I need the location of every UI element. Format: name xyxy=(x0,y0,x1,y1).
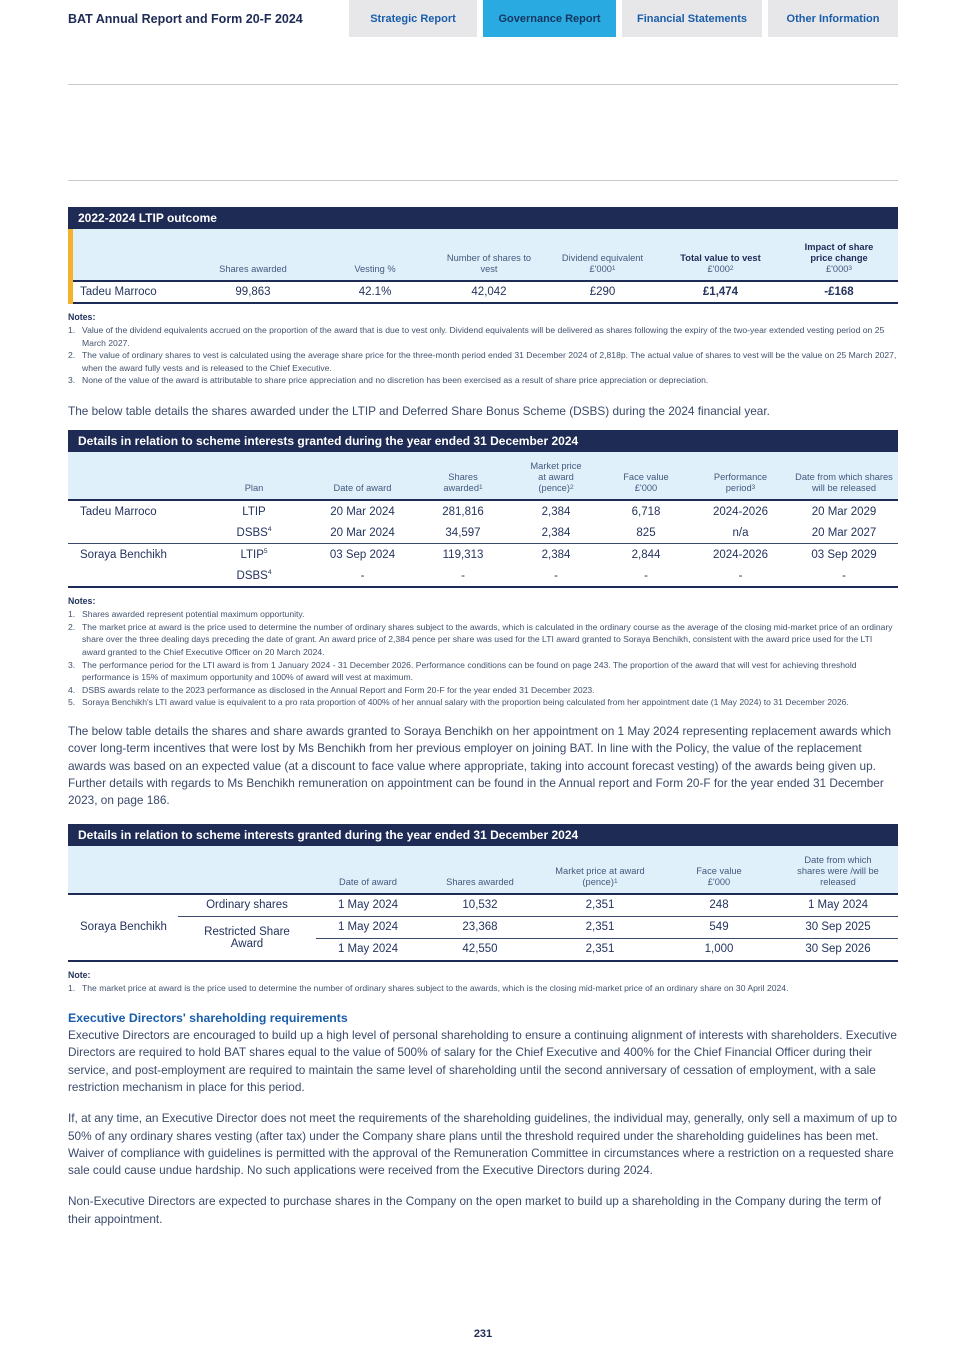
date-of-award-value: 20 Mar 2024 xyxy=(310,522,415,544)
shares-awarded-value: 99,863 xyxy=(235,286,271,298)
award-type: Ordinary shares xyxy=(178,894,316,917)
performance-period-value: n/a xyxy=(691,522,790,544)
director-name: Tadeu Marroco xyxy=(80,286,157,298)
release-date-value: 20 Mar 2029 xyxy=(811,505,877,518)
market-price-value: 2,384 xyxy=(511,522,601,544)
director-name xyxy=(68,522,198,544)
release-date-value: 1 May 2024 xyxy=(778,894,898,917)
col-header-performance-period: Performance period$^3$ xyxy=(691,452,790,500)
face-value: 825 xyxy=(601,522,691,544)
intro-paragraph-ltip-dsbs: The below table details the shares awarded under the LTIP and Deferred Share Bonus Scheme (DSBS) during the 2024 financial year. xyxy=(68,403,770,418)
director-name: Soraya Benchikh xyxy=(80,921,167,933)
note: 1. Shares awarded represent potential maximum opportunity. xyxy=(68,609,305,620)
scheme-interests-section-1 xyxy=(68,430,898,588)
tab-financial-statements[interactable]: Financial Statements xyxy=(622,0,762,37)
col-header-empty xyxy=(178,846,316,894)
market-price-value: 2,351 xyxy=(540,916,660,938)
col-header-total-value: Total value to vest $£'000^2$ xyxy=(661,229,780,281)
scheme-interests-table-1 xyxy=(68,452,898,588)
col-header-shares-awarded: Shares awarded$^1$ xyxy=(415,452,511,500)
table-row xyxy=(68,544,898,566)
plan-value: DSBS$^4$ xyxy=(236,568,272,582)
note: 1. The market price at award is the price used to determine the number of ordinary shares subject to the awards, which is the closing mid-market price of an ordinary share on 30 April 2024. xyxy=(68,982,789,993)
impact-value: -£168 xyxy=(824,286,854,298)
release-date-value: - xyxy=(842,569,846,582)
director-name xyxy=(68,565,198,587)
shareholding-paragraph-1: Executive Directors are encouraged to build up a high level of personal shareholding to ensure a continuing alignment of interests with shareholders. Executive Directors are required to hold BAT shares equal to the value of 500% of salary for the Chief Executive and 400% for the Chief Financial Officer during their service, and post-employment are required to maintain the same level of shareholding until the second anniversary of cessation of employment, with a sale restriction mechanism in place for this period. xyxy=(68,1028,897,1094)
yellow-accent-bar xyxy=(68,229,73,304)
section-tabs xyxy=(349,0,898,37)
tab-strategic-report[interactable]: Strategic Report xyxy=(349,0,477,37)
director-name: Soraya Benchikh xyxy=(80,548,167,561)
col-header-market-price: Market price at award (pence)$^1$ xyxy=(540,846,660,894)
date-of-award-value: 03 Sep 2024 xyxy=(329,548,396,561)
release-date-value: 20 Mar 2027 xyxy=(790,522,898,544)
date-of-award-value: 1 May 2024 xyxy=(316,894,420,917)
director-name: Tadeu Marroco xyxy=(80,505,157,518)
date-of-award-value: 1 May 2024 xyxy=(316,916,420,938)
plan-value: LTIP xyxy=(242,505,266,518)
shares-awarded-value: 42,550 xyxy=(462,943,498,955)
col-header-market-price: Market price at award (pence)$^2$ xyxy=(511,452,601,500)
market-price-value: 2,351 xyxy=(585,943,615,955)
shares-awarded-value: 34,597 xyxy=(415,522,511,544)
page-content xyxy=(68,207,898,1228)
note: 5. Soraya Benchikh's LTI award value is equivalent to a pro rata proportion of 400% of her annual salary with the proportion being calculated from her appointment date (1 May 2024) to 31 December 2026. xyxy=(68,697,849,708)
scheme-interests-title-1: Details in relation to scheme interests granted during the year ended 31 December 2024 xyxy=(68,430,898,452)
col-header-shares-awarded: Shares awarded xyxy=(190,229,316,281)
col-header-empty xyxy=(68,846,178,894)
note: 3. None of the value of the award is attributable to share price appreciation and no discretion has been exercised as a result of share price appreciation or depreciation. xyxy=(68,375,709,386)
col-header-face-value: Face value £'000 xyxy=(601,452,691,500)
date-of-award-value: 1 May 2024 xyxy=(337,943,399,955)
plan-value: LTIP$^5$ xyxy=(240,547,268,561)
table-row xyxy=(68,565,898,587)
face-value: 549 xyxy=(660,916,778,938)
ltip-outcome-notes: Notes: 1. Value of the dividend equivalents accrued on the proportion of the award that is due to vest only. Dividend equivalents will be delivered as shares following the expiry of the two-year extended vesting period on 25 March 2027. 2. The value of ordinary shares to vest is calculated using the average share price for the three-month period ended 31 December 2024 of 2,818p. The actual value of shares to vest will be the value on 25 March 2027, when the award fully vests and is released to the Chief Executive. 3. None of the value of the award is attributable to share price appreciation and no discretion has been exercised as a result of share price appreciation or depreciation. xyxy=(68,312,897,386)
award-type: Restricted Share Award xyxy=(204,926,290,950)
col-header-impact-share-price: Impact of share price change $£'000^3$ xyxy=(780,229,898,281)
total-value: £1,474 xyxy=(702,286,739,298)
tab-other-information[interactable]: Other Information xyxy=(768,0,898,37)
scheme-interests-section-2 xyxy=(68,824,898,962)
shares-to-vest-value: 42,042 xyxy=(471,286,507,298)
face-value: 248 xyxy=(660,894,778,917)
col-header-date-of-award: Date of award xyxy=(310,452,415,500)
divider-mid xyxy=(68,180,898,181)
top-bar xyxy=(0,0,966,37)
scheme-interests-title-2: Details in relation to scheme interests granted during the year ended 31 December 2024 xyxy=(68,824,898,846)
ltip-outcome-table xyxy=(68,229,898,304)
date-of-award-value: - xyxy=(360,569,365,582)
table-row xyxy=(68,522,898,544)
table-row xyxy=(68,916,898,938)
shareholding-paragraph-3: Non-Executive Directors are expected to purchase shares in the Company on the open market to build up a shareholding in the Company during the term of their appointment. xyxy=(68,1194,882,1226)
page-number: 231 xyxy=(473,1328,493,1340)
col-header-dividend-equivalent: Dividend equivalent $£'000^1$ xyxy=(544,229,661,281)
shareholding-paragraph-2: If, at any time, an Executive Director does not meet the requirements of the shareholding guidelines, the individual may, generally, only sell a maximum of up to 50% of any ordinary shares vesting (after tax) under the Company share plans until the threshold required under the shareholding guidelines has been met. Waiver of compliance with guidelines is permitted with the approval of the Remuneration Committee in circumstances where a restriction on a requested share sale could cause undue hardship. No such applications were received from the Executive Directors during 2024. xyxy=(68,1111,898,1178)
ltip-outcome-section xyxy=(68,207,898,304)
scheme-interests-notes-2: Note: 1. The market price at award is the price used to determine the number of ordinary shares subject to the awards, which is the closing mid-market price of an ordinary share on 30 April 2024. xyxy=(68,969,898,995)
performance-period-value: 2024-2026 xyxy=(713,505,768,518)
col-header-vesting: Vesting % xyxy=(316,229,434,281)
market-price-value: - xyxy=(554,569,558,582)
scheme-interests-notes-1: Notes: 1. Shares awarded represent potential maximum opportunity. 2. The market price at award is the price used to determine the number of ordinary shares subject to the awards, which is calculated in the ordinary course as the average of the closing mid-market price of an ordinary share over the three dealing days preceding the date of grant. An award price of 2,384 pence per share was used for the LTI award granted to Soraya Benchikh, consistent with the award price used for the LTI award granted to the Chief Executive Officer on 20 March 2024. 3. The performance period for the LTI award is from 1 January 2024 - 31 December 2026. Performance conditions can be found on page 243. The proportion of the award that will vest for achieving threshold performance is 15% of maximum opportunity and 100% of award will vest at maximum. 4. DSBS awards relate to the 2023 performance as disclosed in the Annual Report and Form 20-F for the year ended 31 December 2023. 5. Soraya Benchikh's LTI award value is equivalent to a pro rata proportion of 400% of her annual salary with the proportion being calculated from her appointment date (1 May 2024) to 31 December 2026. xyxy=(68,595,898,709)
market-price-value: 2,384 xyxy=(541,505,571,518)
release-date-value: 30 Sep 2026 xyxy=(805,943,871,955)
report-title: BAT Annual Report and Form 20-F 2024 xyxy=(68,11,303,26)
note: 3. The performance period for the LTI award is from 1 January 2024 - 31 December 2026. Performance conditions can be found on page 243. The proportion of the award that will vest for achieving threshold performance is 15% of maximum opportunity and 100% of award will vest at maximum. xyxy=(68,659,857,683)
date-of-award-value: 20 Mar 2024 xyxy=(330,505,395,518)
shares-awarded-value: 23,368 xyxy=(420,916,540,938)
note: 2. The market price at award is the price used to determine the number of ordinary shares subject to the awards, which is calculated in the ordinary course as the average of the closing mid-market price of an ordinary share over the three dealing days preceding the date of grant. An award price of 2,384 pence per share was used for the LTI award granted to Soraya Benchikh, consistent with the award price used for the LTI award granted to the Chief Executive Officer on 20 March 2024. xyxy=(68,621,893,658)
market-price-value: 2,351 xyxy=(540,894,660,917)
col-header-date-of-award: Date of award xyxy=(316,846,420,894)
col-header-shares-awarded: Shares awarded xyxy=(420,846,540,894)
col-header-empty xyxy=(68,229,190,281)
divider-top xyxy=(68,84,898,85)
shareholding-heading: Executive Directors' shareholding requirements xyxy=(68,1011,348,1026)
vesting-value: 42.1% xyxy=(358,286,392,298)
col-header-release-date: Date from which shares will be released xyxy=(790,452,898,500)
shares-awarded-value: 10,532 xyxy=(420,894,540,917)
note: 4. DSBS awards relate to the 2023 performance as disclosed in the Annual Report and Form 20-F for the year ended 31 December 2023. xyxy=(68,684,595,695)
release-date-value: 03 Sep 2029 xyxy=(811,548,877,561)
tab-governance-report[interactable]: Governance Report xyxy=(483,0,616,37)
ltip-outcome-title: 2022-2024 LTIP outcome xyxy=(68,207,898,229)
shares-awarded-value: - xyxy=(461,569,465,582)
table-row xyxy=(68,281,898,303)
shares-awarded-value: 119,313 xyxy=(442,548,484,561)
shares-awarded-value: 281,816 xyxy=(442,505,484,518)
face-value: 1,000 xyxy=(704,943,734,955)
table-row xyxy=(68,894,898,917)
face-value: 6,718 xyxy=(631,505,661,518)
performance-period-value: 2024-2026 xyxy=(713,548,768,561)
market-price-value: 2,384 xyxy=(541,548,571,561)
scheme-interests-table-2 xyxy=(68,846,898,962)
dividend-equivalent-value: £290 xyxy=(589,286,616,298)
col-header-plan: Plan xyxy=(198,452,310,500)
note: 2. The value of ordinary shares to vest is calculated using the average share price for the three-month period ended 31 December 2024 of 2,818p. The actual value of shares to vest will be the value on 25 March 2027, when the award fully vests and is released to the Chief Executive. xyxy=(68,350,897,373)
face-value: 2,844 xyxy=(631,548,661,561)
col-header-release-date: Date from which shares were /will be released xyxy=(778,846,898,894)
face-value: - xyxy=(644,569,648,582)
note: 1. Value of the dividend equivalents accrued on the proportion of the award that is due to vest only. Dividend equivalents will be delivered as shares following the expiry of the two-year extended vesting period on 25 March 2027. xyxy=(68,325,885,348)
plan-value: DSBS$^4$ xyxy=(198,522,310,544)
col-header-shares-to-vest: Number of shares to vest xyxy=(434,229,544,281)
col-header-face-value: Face value £'000 xyxy=(660,846,778,894)
performance-period-value: - xyxy=(738,569,743,582)
release-date-value: 30 Sep 2025 xyxy=(778,916,898,938)
benchikh-paragraph: The below table details the shares and share awards granted to Soraya Benchikh on her appointment on 1 May 2024 representing replacement awards which cover long-term incentives that were lost by Ms Benchikh from her previous employer on joining BAT. In line with the Policy, the value of the replacement awards was based on an expected value (at a discount to face value where appropriate, taking into account forecast vesting) of the awards being given up. Further details with regards to Ms Benchikh remuneration on appointment can be found in the Annual report and Form 20-F for the year ended 31 December 2023, on page 186. xyxy=(68,724,891,808)
table-row xyxy=(68,500,898,522)
col-header-empty xyxy=(68,452,198,500)
